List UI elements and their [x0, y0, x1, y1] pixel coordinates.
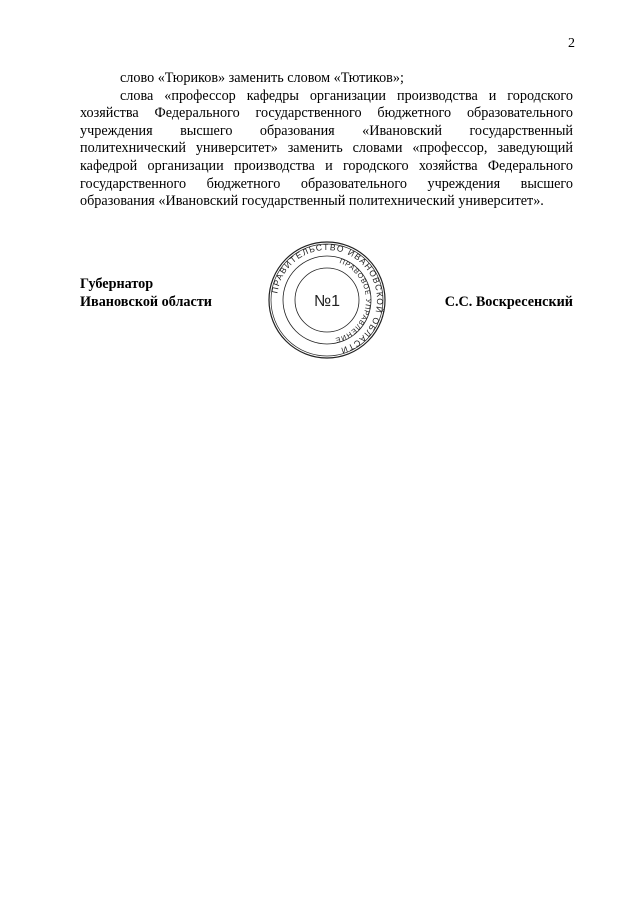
signatory-name: С.С. Воскресенский — [444, 294, 573, 310]
page-number: 2 — [568, 36, 575, 51]
document-body — [80, 70, 573, 211]
seal-center-text: №1 — [313, 293, 341, 310]
seal-outer-text: ПРАВИТЕЛЬСТВО ИВАНОВСКОЙ ОБЛАСТИ — [269, 241, 386, 357]
signatory-position — [80, 275, 212, 311]
official-seal — [267, 240, 387, 360]
paragraph: слова «профессор кафедры организации производства и городского хозяйства Федерального государственного бюджетного образовательного учреждения высшего образования «Ивановский государственный политехнический университет» заменить словами «профессор, заведующий кафедрой организации производства и городского хозяйства Федерального государственного бюджетного образовательного учреждения высшего образования «Ивановский государственный политехнический университет». — [80, 87, 573, 210]
signatory-title: Губернатор — [80, 276, 154, 292]
signatory-region: Ивановской области — [80, 294, 212, 310]
paragraph: слово «Тюриков» заменить словом «Тютиков»; — [120, 70, 404, 86]
seal-inner-text: ПРАВОВОЕ УПРАВЛЕНИЕ — [333, 258, 372, 344]
